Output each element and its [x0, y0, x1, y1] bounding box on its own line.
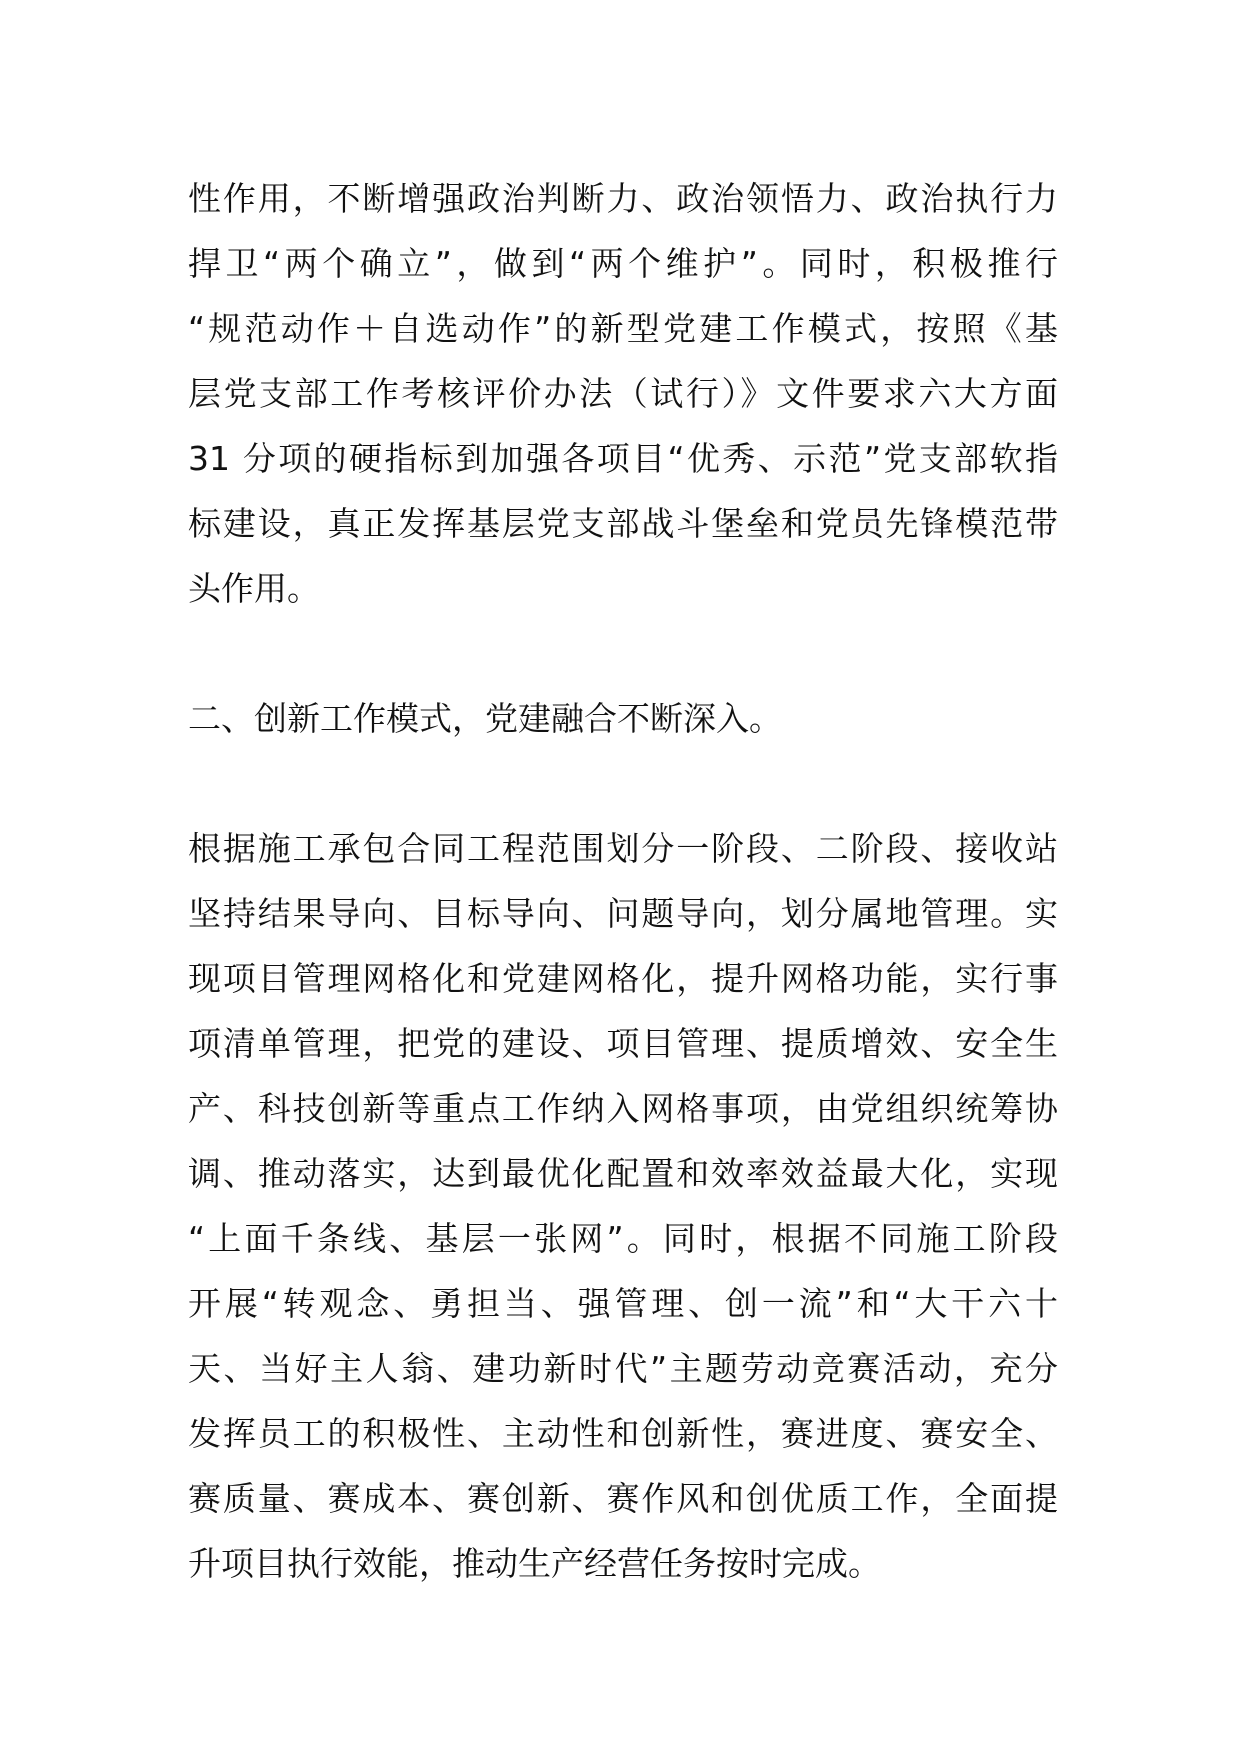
paragraph-1: [188, 166, 1058, 621]
paragraph-line: 赛质量、赛成本、赛创新、赛作风和创优质工作，全面提: [188, 1479, 1058, 1518]
paragraph-line: 31 分项的硬指标到加强各项目“优秀、示范”党支部软指: [188, 439, 1058, 478]
paragraph-line: 开展“转观念、勇担当、强管理、创一流”和“大干六十: [188, 1284, 1058, 1323]
paragraph-line: 根据施工承包合同工程范围划分一阶段、二阶段、接收站: [188, 829, 1058, 868]
section-heading: 二、创新工作模式，党建融合不断深入。: [188, 699, 782, 738]
paragraph-line: 标建设，真正发挥基层党支部战斗堡垒和党员先锋模范带: [188, 504, 1058, 543]
paragraph-line: 天、当好主人翁、建功新时代”主题劳动竞赛活动，充分: [188, 1349, 1058, 1388]
paragraph-line: “规范动作＋自选动作”的新型党建工作模式，按照《基: [188, 309, 1058, 348]
paragraph-spacer: [188, 621, 1058, 686]
paragraph-spacer: [188, 751, 1058, 816]
paragraph-line: 升项目执行效能，推动生产经营任务按时完成。: [188, 1544, 881, 1583]
paragraph-line: 性作用，不断增强政治判断力、政治领悟力、政治执行力: [188, 179, 1058, 218]
paragraph-line: 发挥员工的积极性、主动性和创新性，赛进度、赛安全、: [188, 1414, 1058, 1453]
paragraph-line: 项清单管理，把党的建设、项目管理、提质增效、安全生: [188, 1024, 1058, 1063]
paragraph-line: 产、科技创新等重点工作纳入网格事项，由党组织统筹协: [188, 1089, 1058, 1128]
document-page: [188, 166, 1058, 1596]
paragraph-line: 捍卫“两个确立”，做到“两个维护”。同时，积极推行: [188, 244, 1058, 283]
paragraph-line: 调、推动落实，达到最优化配置和效率效益最大化，实现: [188, 1154, 1058, 1193]
paragraph-line: 头作用。: [188, 569, 320, 608]
paragraph-line: “上面千条线、基层一张网”。同时，根据不同施工阶段: [188, 1219, 1058, 1258]
paragraph-2: [188, 816, 1058, 1596]
paragraph-line: 层党支部工作考核评价办法（试行）》文件要求六大方面: [188, 374, 1058, 413]
paragraph-line: 现项目管理网格化和党建网格化，提升网格功能，实行事: [188, 959, 1058, 998]
paragraph-line: 坚持结果导向、目标导向、问题导向，划分属地管理。实: [188, 894, 1058, 933]
